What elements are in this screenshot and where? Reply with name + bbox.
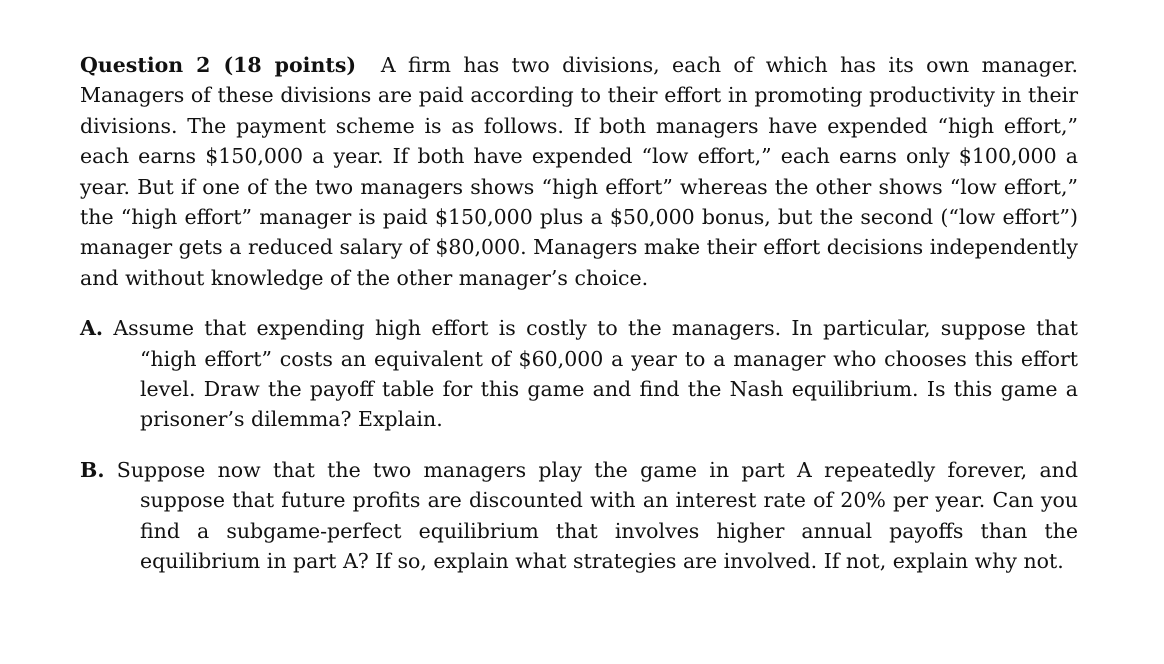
question-heading: Question 2 (18 points)	[80, 53, 357, 77]
question-document	[80, 50, 1078, 577]
part-b-label: B.	[80, 457, 105, 482]
part-a-label: A.	[80, 316, 104, 341]
part-b	[80, 455, 1078, 577]
question-intro-paragraph	[80, 50, 1078, 293]
question-intro-text: A firm has two divisions, each of which has its own manager. Managers of these divisions are paid according to their effort in promoting productivity in their divisions. The payment scheme is as follows. If both managers have expended “high effort,” each earns $150,000 a year. If both have expended “low effort,” each earns only $100,000 a year. But if one of the two managers shows “high effort” whereas the other shows “low effort,” the “high effort” manager is paid $150,000 plus a $50,000 bonus, but the second (“low effort”) manager gets a reduced salary of $80,000. Managers make their effort decisions independently and without knowledge of the other manager’s choice.	[80, 53, 1078, 290]
part-a-text: Assume that expending high effort is costly to the managers. In particular, suppose that “high effort” costs an equivalent of $60,000 a year to a manager who chooses this effort level. Draw the payoff table for this game and find the Nash equilibrium. Is this game a prisoner’s dilemma? Explain.	[113, 316, 1078, 432]
part-a	[80, 313, 1078, 435]
part-b-text: Suppose now that the two managers play the game in part A repeatedly forever, and suppose that future profits are discounted with an interest rate of 20% per year. Can you find a subgame-perfect equilibrium that involves higher annual payoffs than the equilibrium in part A? If so, explain what strategies are involved. If not, explain why not.	[116, 457, 1078, 574]
